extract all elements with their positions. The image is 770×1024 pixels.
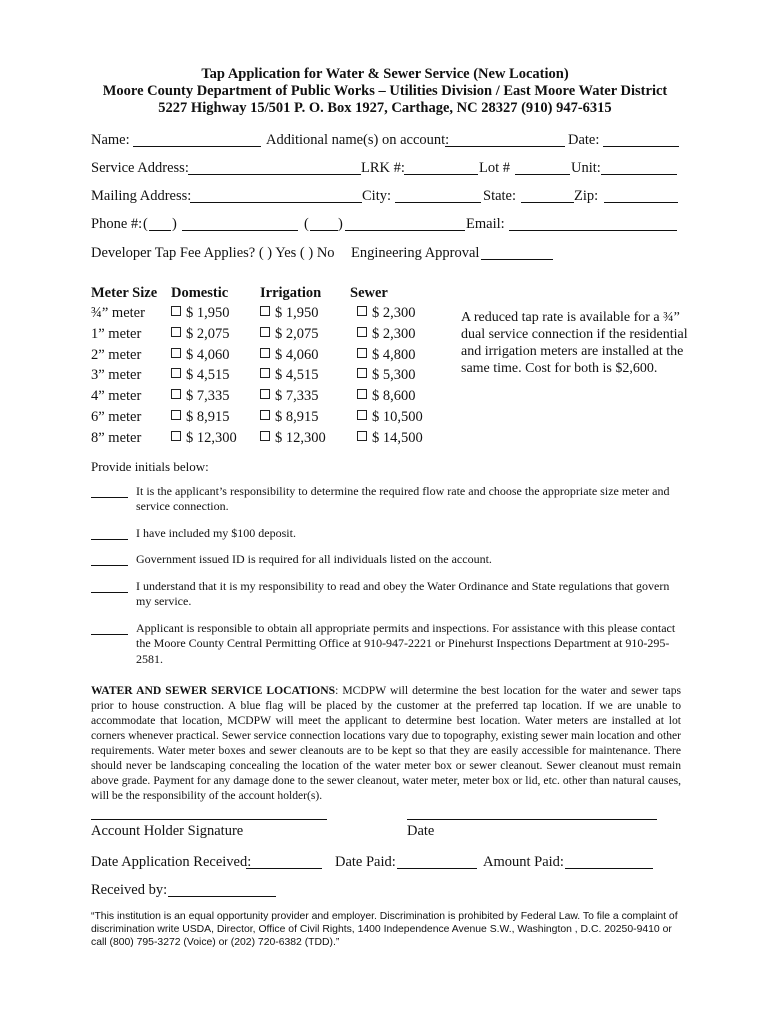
- domestic-fee-amount: $ 4,515: [186, 367, 230, 384]
- irrigation-fee-option[interactable]: [260, 409, 319, 426]
- unit-field[interactable]: [601, 174, 677, 175]
- checkbox[interactable]: [357, 431, 367, 441]
- sewer-fee-amount: $ 8,600: [372, 388, 416, 405]
- domestic-fee-amount: $ 12,300: [186, 429, 237, 446]
- sewer-fee-option[interactable]: [357, 388, 416, 405]
- sewer-fee-amount: $ 2,300: [372, 325, 416, 342]
- meter-size-label: 2” meter: [91, 346, 142, 363]
- domestic-fee-option[interactable]: [171, 347, 230, 364]
- phone1-paren-open: (: [143, 216, 148, 232]
- initials-heading: Provide initials below:: [91, 459, 209, 474]
- irrigation-fee-option[interactable]: [260, 305, 319, 322]
- domestic-fee-option[interactable]: [171, 326, 230, 343]
- account-holder-signature-line[interactable]: [91, 819, 327, 820]
- meter-size-label: 6” meter: [91, 409, 142, 425]
- email-field[interactable]: [509, 230, 677, 231]
- checkbox[interactable]: [171, 368, 181, 378]
- unit-label: Unit:: [571, 160, 601, 176]
- checkbox[interactable]: [260, 431, 270, 441]
- phone1-paren-close: ): [172, 216, 177, 232]
- checkbox[interactable]: [171, 431, 181, 441]
- amount-paid-label: Amount Paid:: [483, 854, 564, 870]
- name-label: Name:: [91, 132, 130, 148]
- date-paid-field[interactable]: [397, 868, 477, 869]
- checkbox[interactable]: [260, 327, 270, 337]
- service-address-label: Service Address:: [91, 160, 189, 176]
- irrigation-fee-option[interactable]: [260, 367, 319, 384]
- irrigation-fee-amount: $ 4,060: [275, 346, 319, 363]
- department-line: Moore County Department of Public Works – Utilities Division / East Moore Water District: [102, 83, 668, 99]
- initials-field[interactable]: [91, 592, 128, 593]
- phone2-paren-close: ): [338, 216, 343, 232]
- domestic-fee-option[interactable]: [171, 305, 230, 322]
- received-by-field[interactable]: [168, 896, 276, 897]
- phone1-number-field[interactable]: [182, 230, 298, 231]
- domestic-fee-option[interactable]: [171, 367, 230, 384]
- additional-names-label: Additional name(s) on account:: [266, 132, 450, 148]
- irrigation-fee-option[interactable]: [260, 326, 319, 343]
- irrigation-fee-amount: $ 12,300: [275, 429, 326, 446]
- checkbox[interactable]: [357, 348, 367, 358]
- sewer-fee-option[interactable]: [357, 347, 416, 364]
- phone1-area-code-field[interactable]: [149, 230, 171, 231]
- checkbox[interactable]: [357, 368, 367, 378]
- city-label: City:: [362, 188, 392, 204]
- domestic-fee-option[interactable]: [171, 409, 230, 426]
- initials-statement: Applicant is responsible to obtain all appropriate permits and inspections. For assistance with this please contact the Moore County Central Permitting Office at 910-947-2221 or Pinehurst Inspections Department at 910-295-2581.: [136, 621, 676, 666]
- checkbox[interactable]: [357, 327, 367, 337]
- irrigation-fee-option[interactable]: [260, 347, 319, 364]
- checkbox[interactable]: [171, 410, 181, 420]
- initials-statement: It is the applicant’s responsibility to determine the required flow rate and choose the appropriate size meter and service connection.: [136, 484, 670, 514]
- meter-size-label: 3” meter: [91, 367, 142, 384]
- table-header: Domestic: [171, 285, 229, 301]
- service-locations-paragraph: [91, 683, 681, 803]
- checkbox[interactable]: [171, 348, 181, 358]
- meter-size-label: 1” meter: [91, 325, 142, 342]
- phone-label: Phone #:: [91, 216, 143, 232]
- domestic-fee-amount: $ 1,950: [186, 305, 230, 321]
- checkbox[interactable]: [171, 389, 181, 399]
- irrigation-fee-option[interactable]: [260, 388, 319, 405]
- mailing-address-field[interactable]: [190, 202, 362, 203]
- irrigation-fee-amount: $ 4,515: [275, 367, 319, 384]
- date-field[interactable]: [603, 146, 679, 147]
- checkbox[interactable]: [357, 389, 367, 399]
- domestic-fee-amount: $ 8,915: [186, 409, 230, 425]
- nondiscrimination-statement: “This institution is an equal opportunity provider and employer. Discrimination is prohibited by Federal Law. To file a complaint of discrimination write USDA, Director, Office of Civil Rights, 1400 Independence Avenue S.W., Washington , D.C. 20250-9410 or call (800) 795-3272 (Voice) or (202) 720-6382 (TDD).”: [91, 911, 678, 948]
- engineering-approval-field[interactable]: [481, 259, 553, 260]
- initials-field[interactable]: [91, 539, 128, 540]
- checkbox[interactable]: [357, 410, 367, 420]
- irrigation-fee-amount: $ 8,915: [275, 409, 319, 425]
- sewer-fee-amount: $ 5,300: [372, 367, 416, 384]
- email-label: Email:: [466, 216, 505, 232]
- domestic-fee-amount: $ 7,335: [186, 388, 230, 405]
- table-header: Irrigation: [260, 285, 322, 301]
- date-received-field[interactable]: [246, 868, 322, 869]
- lrk-field[interactable]: [404, 174, 478, 175]
- checkbox[interactable]: [260, 348, 270, 358]
- engineering-approval-label: Engineering Approval: [351, 245, 480, 261]
- domestic-fee-amount: $ 4,060: [186, 346, 230, 363]
- initials-field[interactable]: [91, 565, 128, 566]
- lrk-label: LRK #:: [361, 160, 405, 176]
- sewer-fee-option[interactable]: [357, 367, 416, 384]
- checkbox[interactable]: [171, 306, 181, 316]
- sewer-fee-amount: $ 14,500: [372, 429, 423, 446]
- sewer-fee-option[interactable]: [357, 326, 416, 343]
- initials-statement: I have included my $100 deposit.: [136, 526, 296, 540]
- meter-size-label: 4” meter: [91, 388, 142, 405]
- checkbox[interactable]: [260, 368, 270, 378]
- date-received-label: Date Application Received:: [91, 854, 252, 870]
- name-field[interactable]: [133, 146, 261, 147]
- checkbox[interactable]: [260, 389, 270, 399]
- irrigation-fee-amount: $ 1,950: [275, 305, 319, 321]
- zip-label: Zip:: [574, 188, 599, 204]
- irrigation-fee-amount: $ 7,335: [275, 388, 319, 405]
- developer-fee-question[interactable]: Developer Tap Fee Applies? ( ) Yes ( ) No: [91, 245, 335, 261]
- lot-label: Lot #: [479, 160, 511, 176]
- sewer-fee-option[interactable]: [357, 305, 416, 322]
- initials-statement: Government issued ID is required for all individuals listed on the account.: [136, 552, 492, 566]
- checkbox[interactable]: [357, 306, 367, 316]
- table-header: Meter Size: [91, 285, 158, 301]
- date-label: Date:: [568, 132, 600, 148]
- city-field[interactable]: [395, 202, 481, 203]
- irrigation-fee-option[interactable]: [260, 430, 326, 447]
- state-field[interactable]: [521, 202, 574, 203]
- sewer-fee-amount: $ 4,800: [372, 346, 416, 363]
- sewer-fee-option[interactable]: [357, 430, 423, 447]
- amount-paid-field[interactable]: [565, 868, 653, 869]
- initials-field[interactable]: [91, 634, 128, 635]
- domestic-fee-option[interactable]: [171, 430, 237, 447]
- initials-statement: I understand that it is my responsibility to read and obey the Water Ordinance and State regulations that govern my service.: [136, 579, 670, 609]
- initials-field[interactable]: [91, 497, 128, 498]
- service-locations-body: : MCDPW will determine the best location for the water and sewer taps prior to house construction. A blue flag will be placed by the customer at the preferred tap location. If we are unable to accommodate that location, MCDPW will meet the applicant to determine best location. Water meters are installed at lot corners whenever practical. Sewer service connection locations vary due to topography, existing sewer main location and other requirements. Water meter boxes and sewer cleanouts are to be kept so that they are easily accessible for maintenance. There should never be landscaping concealing the location of the water meter box or sewer cleanout. Sewer cleanout must remain above grade. Payment for any damage done to the sewer cleanout, water meter, meter box or lid, etc. other than natural causes, will be the responsibility of the account holder(s).: [91, 684, 681, 802]
- lot-field[interactable]: [515, 174, 570, 175]
- reduced-rate-note: A reduced tap rate is available for a ¾” dual service connection if the residential and irrigation meters are installed at the same time. Cost for both is $2,600.: [461, 310, 688, 376]
- meter-size-label: ¾” meter: [91, 305, 145, 321]
- address-line: 5227 Highway 15/501 P. O. Box 1927, Carthage, NC 28327 (910) 947-6315: [158, 100, 612, 116]
- received-by-label: Received by:: [91, 882, 168, 898]
- phone2-area-code-field[interactable]: [310, 230, 338, 231]
- state-label: State:: [483, 188, 517, 204]
- table-header: Sewer: [350, 285, 388, 301]
- service-locations-title: WATER AND SEWER SERVICE LOCATIONS: [91, 684, 336, 697]
- signature-date-label: Date: [407, 823, 435, 839]
- sewer-fee-amount: $ 10,500: [372, 409, 423, 425]
- meter-size-label: 8” meter: [91, 429, 142, 446]
- sewer-fee-option[interactable]: [357, 409, 423, 426]
- zip-field[interactable]: [604, 202, 678, 203]
- mailing-address-label: Mailing Address:: [91, 188, 192, 204]
- signature-date-line[interactable]: [407, 819, 657, 820]
- sewer-fee-amount: $ 2,300: [372, 305, 416, 321]
- account-holder-signature-label: Account Holder Signature: [91, 823, 244, 839]
- domestic-fee-amount: $ 2,075: [186, 325, 230, 342]
- form-title: Tap Application for Water & Sewer Service (New Location): [201, 66, 569, 82]
- domestic-fee-option[interactable]: [171, 388, 230, 405]
- phone2-number-field[interactable]: [345, 230, 465, 231]
- phone2-paren-open: (: [304, 216, 309, 232]
- irrigation-fee-amount: $ 2,075: [275, 325, 319, 342]
- checkbox[interactable]: [171, 327, 181, 337]
- checkbox[interactable]: [260, 410, 270, 420]
- checkbox[interactable]: [260, 306, 270, 316]
- additional-names-field[interactable]: [445, 146, 565, 147]
- date-paid-label: Date Paid:: [335, 854, 396, 870]
- service-address-field[interactable]: [188, 174, 361, 175]
